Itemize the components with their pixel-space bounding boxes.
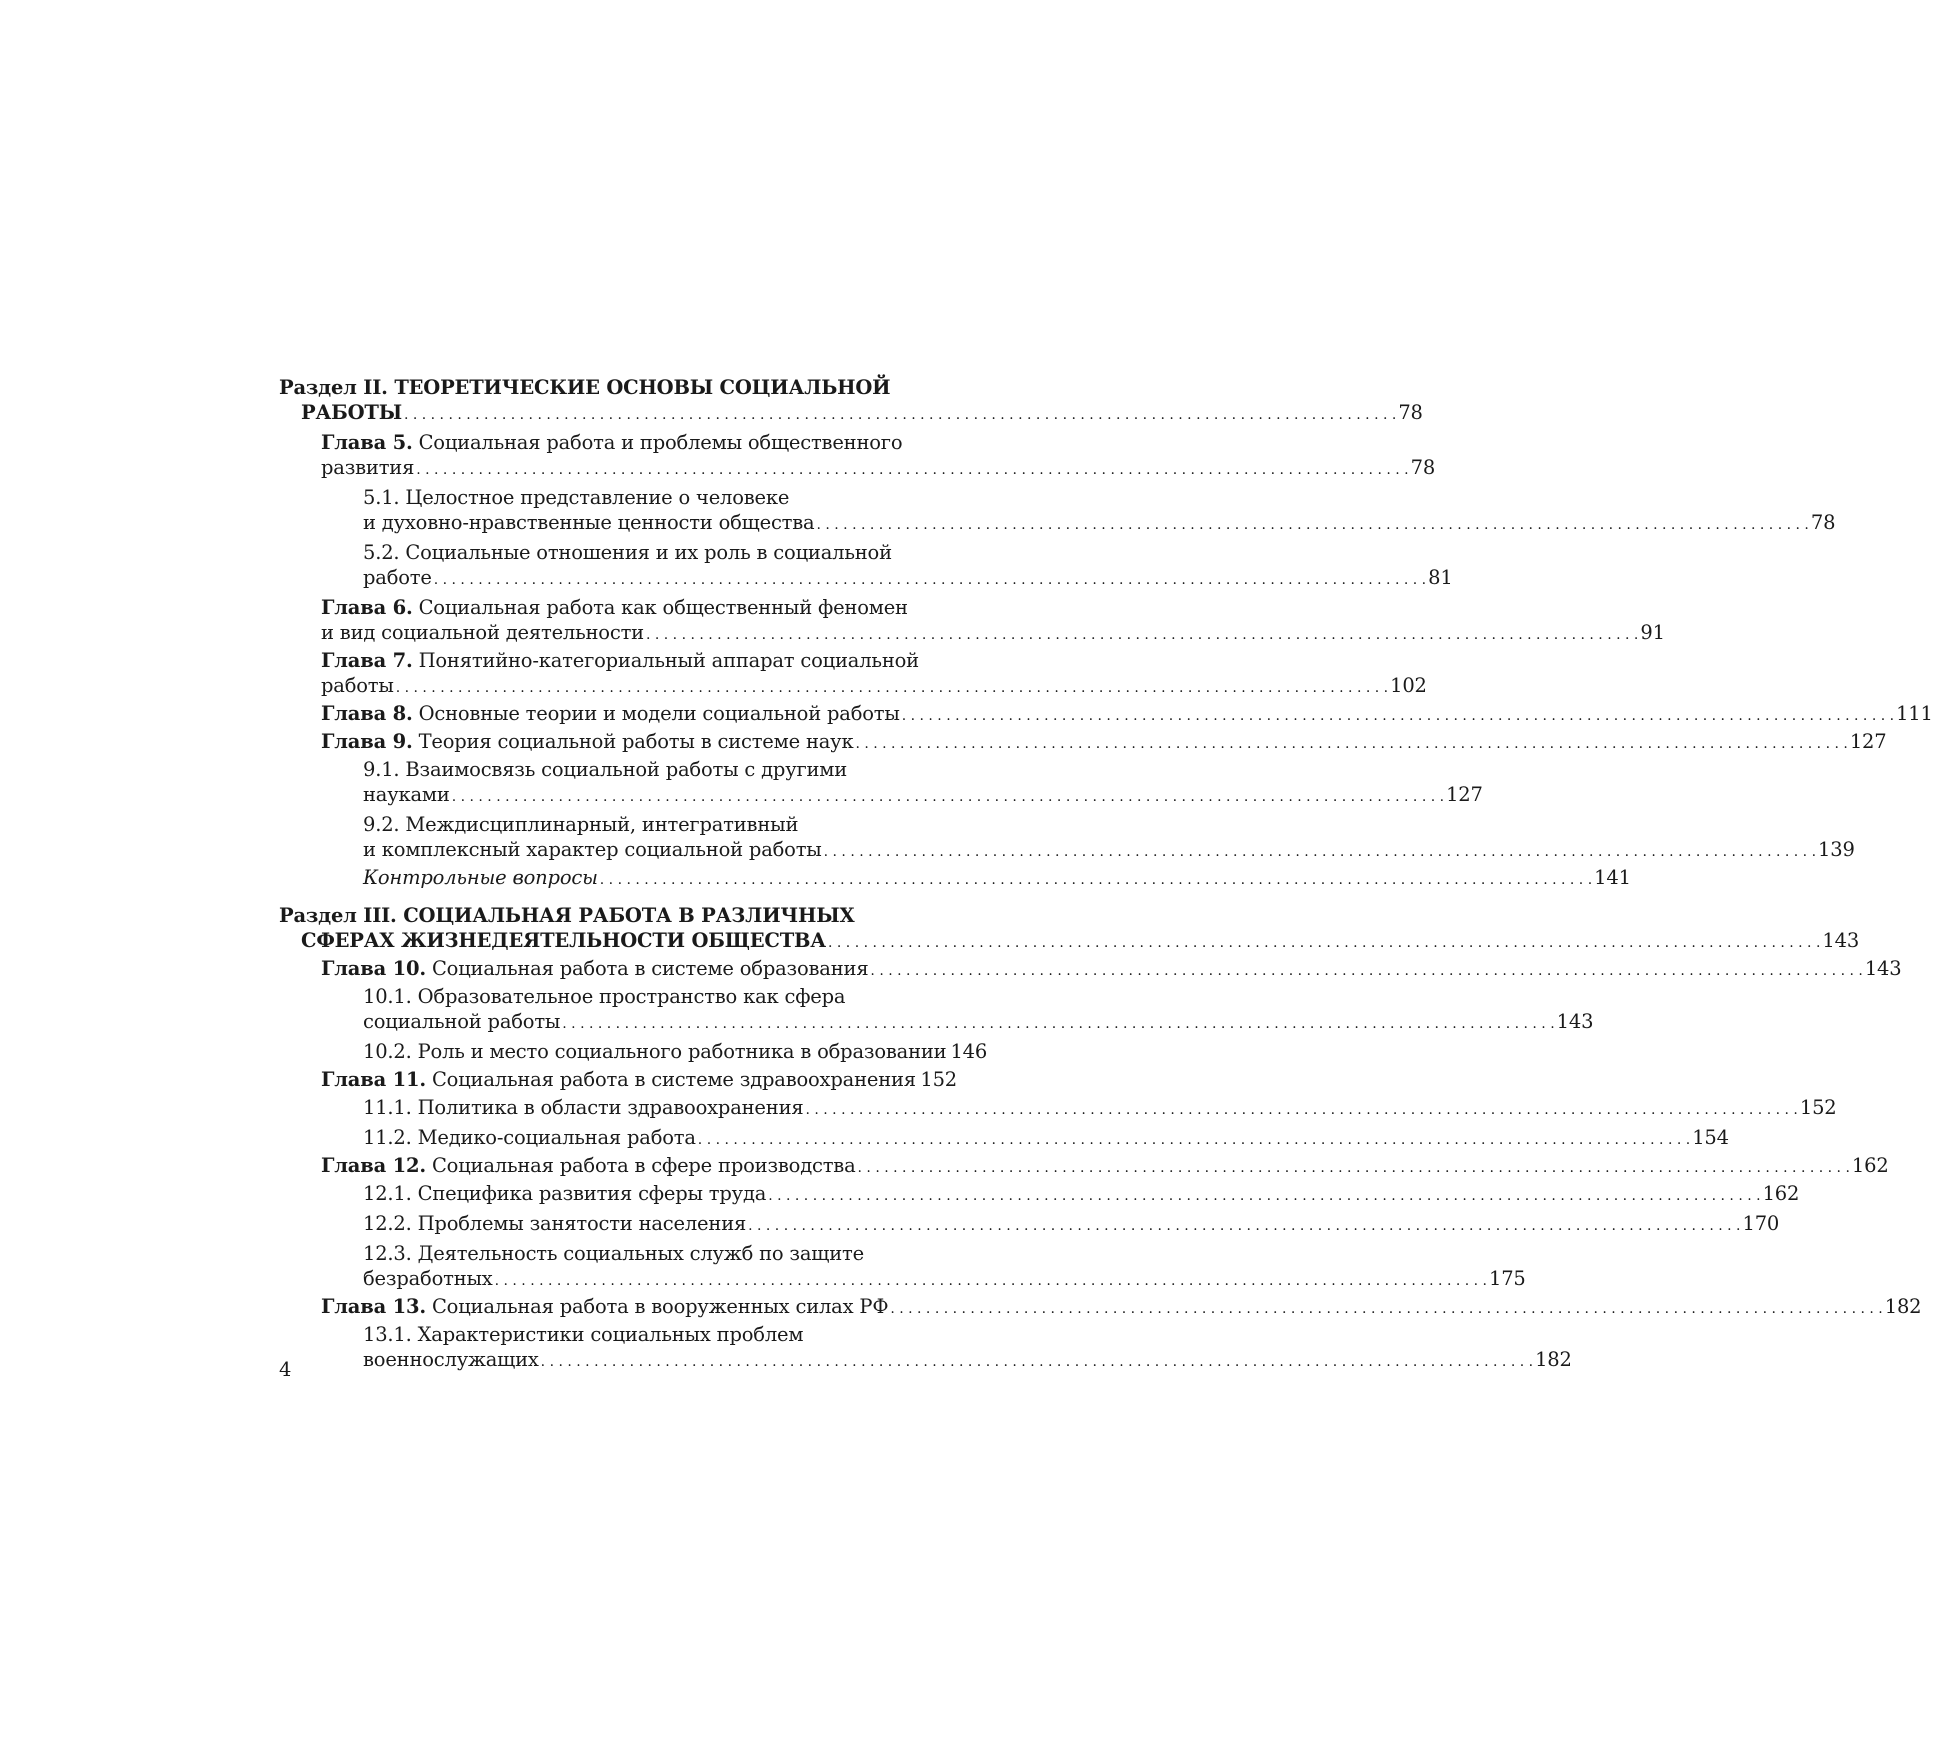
page-ref: 143 xyxy=(1864,957,1902,980)
leader-dots xyxy=(748,1214,1740,1239)
subsection-title: 10.1. Образовательное пространство как сфера xyxy=(363,985,846,1008)
chapter-title: Социальная работа как общественный феномен xyxy=(418,596,908,619)
toc-subsection-5-2[interactable] xyxy=(279,540,1453,593)
subsection-title: 13.1. Характеристики социальных проблем xyxy=(363,1323,804,1346)
chapter-prefix: Глава 5. xyxy=(321,431,413,454)
toc-subsection-13-1[interactable] xyxy=(279,1322,1572,1375)
chapter-title-cont: и вид социальной деятельности xyxy=(321,621,644,644)
page-ref: 143 xyxy=(1822,929,1860,952)
chapter-title-cont: работы xyxy=(321,674,394,697)
leader-dots xyxy=(404,407,1396,423)
leader-dots xyxy=(902,704,1894,729)
page-ref: 127 xyxy=(1849,730,1887,753)
page-ref: 162 xyxy=(1762,1182,1800,1205)
subsection-title-cont: социальной работы xyxy=(363,1010,561,1033)
toc-control-questions[interactable] xyxy=(279,865,1631,893)
toc-subsection-12-2[interactable] xyxy=(279,1211,1780,1239)
toc-subsection-12-1[interactable] xyxy=(279,1181,1800,1209)
toc-chapter-11[interactable] xyxy=(279,1067,957,1095)
leader-dots xyxy=(858,1156,1850,1181)
chapter-prefix: Глава 10. xyxy=(321,957,426,980)
page-ref: 146 xyxy=(950,1040,988,1063)
chapter-title-cont: развития xyxy=(321,456,415,479)
subsection-title: 5.1. Целостное представление о человеке xyxy=(363,486,790,509)
subsection-title: 12.3. Деятельность социальных служб по защите xyxy=(363,1242,864,1265)
toc-chapter-10[interactable] xyxy=(279,956,1902,984)
leader-dots xyxy=(824,840,1816,865)
leader-dots xyxy=(541,1350,1533,1375)
page-ref: 102 xyxy=(1390,674,1427,697)
toc-subsection-12-3[interactable] xyxy=(279,1241,1526,1294)
chapter-title: Социальная работа в системе здравоохранения xyxy=(431,1068,916,1091)
chapter-title: Теория социальной работы в системе наук xyxy=(418,730,854,753)
leader-dots xyxy=(416,458,1408,483)
toc-subsection-9-2[interactable] xyxy=(279,812,1855,865)
subsection-title-cont: науками xyxy=(363,783,450,806)
page-number: 4 xyxy=(279,1358,292,1381)
page-ref: 78 xyxy=(1810,511,1836,534)
chapter-title: Основные теории и модели социальной работы xyxy=(418,702,900,725)
leader-dots xyxy=(816,513,1808,538)
section-prefix: Раздел III. xyxy=(279,904,397,927)
toc-subsection-10-2[interactable] xyxy=(279,1039,988,1067)
page-ref: 91 xyxy=(1640,621,1665,644)
subsection-title-cont: работе xyxy=(363,566,432,589)
leader-dots xyxy=(646,623,1638,648)
toc-chapter-5[interactable] xyxy=(279,430,1436,483)
section-title-cont: РАБОТЫ xyxy=(301,401,402,424)
page-ref: 139 xyxy=(1818,838,1855,861)
leader-dots xyxy=(396,676,1388,701)
toc-section-2[interactable] xyxy=(279,375,1423,428)
toc-subsection-5-1[interactable] xyxy=(279,485,1836,538)
chapter-prefix: Глава 9. xyxy=(321,730,413,753)
toc-subsection-10-1[interactable] xyxy=(279,984,1594,1037)
leader-dots xyxy=(434,568,1426,593)
section-prefix: Раздел II. xyxy=(279,376,388,399)
subsection-title-cont: и комплексный характер социальной работы xyxy=(363,838,822,861)
chapter-title: Социальная работа в системе образования xyxy=(431,957,869,980)
subsection-title: 12.1. Специфика развития сферы труда xyxy=(363,1182,767,1205)
subsection-title: 10.2. Роль и место социального работника в образовании xyxy=(363,1040,947,1063)
subsection-title-cont: военнослужащих xyxy=(363,1348,539,1371)
leader-dots xyxy=(698,1128,1690,1153)
toc-chapter-13[interactable] xyxy=(279,1294,1922,1322)
chapter-prefix: Глава 11. xyxy=(321,1068,426,1091)
questions-label: Контрольные вопросы xyxy=(363,866,598,889)
toc-chapter-8[interactable] xyxy=(279,701,1933,729)
leader-dots xyxy=(828,935,1820,951)
page-ref: 182 xyxy=(1535,1348,1572,1371)
subsection-title: 11.1. Политика в области здравоохранения xyxy=(363,1096,804,1119)
section-title: СОЦИАЛЬНАЯ РАБОТА В РАЗЛИЧНЫХ xyxy=(403,904,855,927)
page-ref: 127 xyxy=(1446,783,1483,806)
subsection-title-cont: безработных xyxy=(363,1267,493,1290)
leader-dots xyxy=(890,1297,1882,1322)
page-ref: 78 xyxy=(1410,456,1436,479)
toc-subsection-11-1[interactable] xyxy=(279,1095,1837,1123)
subsection-title: 9.2. Междисциплинарный, интегративный xyxy=(363,813,799,836)
toc-chapter-7[interactable] xyxy=(279,648,1427,701)
toc-chapter-12[interactable] xyxy=(279,1153,1889,1181)
chapter-title: Социальная работа в вооруженных силах РФ xyxy=(431,1295,889,1318)
subsection-title-cont: и духовно-нравственные ценности общества xyxy=(363,511,815,534)
chapter-prefix: Глава 7. xyxy=(321,649,413,672)
page-ref: 152 xyxy=(1799,1096,1837,1119)
toc-section-3[interactable] xyxy=(279,903,1860,956)
chapter-prefix: Глава 6. xyxy=(321,596,413,619)
subsection-title: 12.2. Проблемы занятости населения xyxy=(363,1212,747,1235)
toc-subsection-11-2[interactable] xyxy=(279,1125,1729,1153)
chapter-prefix: Глава 12. xyxy=(321,1154,426,1177)
leader-dots xyxy=(768,1184,1760,1209)
page-ref: 111 xyxy=(1896,702,1933,725)
subsection-title: 11.2. Медико-социальная работа xyxy=(363,1126,696,1149)
leader-dots xyxy=(562,1012,1554,1037)
chapter-title: Социальная работа в сфере производства xyxy=(431,1154,856,1177)
toc-subsection-9-1[interactable] xyxy=(279,757,1483,810)
page-ref: 152 xyxy=(920,1068,957,1091)
subsection-title: 9.1. Взаимосвязь социальной работы с другими xyxy=(363,758,848,781)
leader-dots xyxy=(452,785,1444,810)
page-ref: 182 xyxy=(1884,1295,1922,1318)
page-ref: 78 xyxy=(1398,401,1423,424)
page-ref: 162 xyxy=(1851,1154,1889,1177)
leader-dots xyxy=(600,868,1592,893)
leader-dots xyxy=(855,732,1847,757)
leader-dots xyxy=(495,1269,1487,1294)
chapter-prefix: Глава 13. xyxy=(321,1295,426,1318)
page-ref: 154 xyxy=(1692,1126,1729,1149)
chapter-prefix: Глава 8. xyxy=(321,702,413,725)
section-title-cont: СФЕРАХ ЖИЗНЕДЕЯТЕЛЬНОСТИ ОБЩЕСТВА xyxy=(301,929,826,952)
toc-chapter-6[interactable] xyxy=(279,595,1665,648)
leader-dots xyxy=(870,959,1862,984)
page-ref: 143 xyxy=(1556,1010,1594,1033)
page-ref: 175 xyxy=(1489,1267,1526,1290)
toc-chapter-9[interactable] xyxy=(279,729,1887,757)
page-ref: 170 xyxy=(1742,1212,1780,1235)
page-ref: 141 xyxy=(1594,866,1631,889)
section-title: ТЕОРЕТИЧЕСКИЕ ОСНОВЫ СОЦИАЛЬНОЙ xyxy=(394,376,891,399)
leader-dots xyxy=(805,1098,1797,1123)
chapter-title: Социальная работа и проблемы общественного xyxy=(418,431,903,454)
table-of-contents xyxy=(279,375,1933,1375)
subsection-title: 5.2. Социальные отношения и их роль в социальной xyxy=(363,541,892,564)
chapter-title: Понятийно-категориальный аппарат социальной xyxy=(418,649,919,672)
page-ref: 81 xyxy=(1428,566,1453,589)
